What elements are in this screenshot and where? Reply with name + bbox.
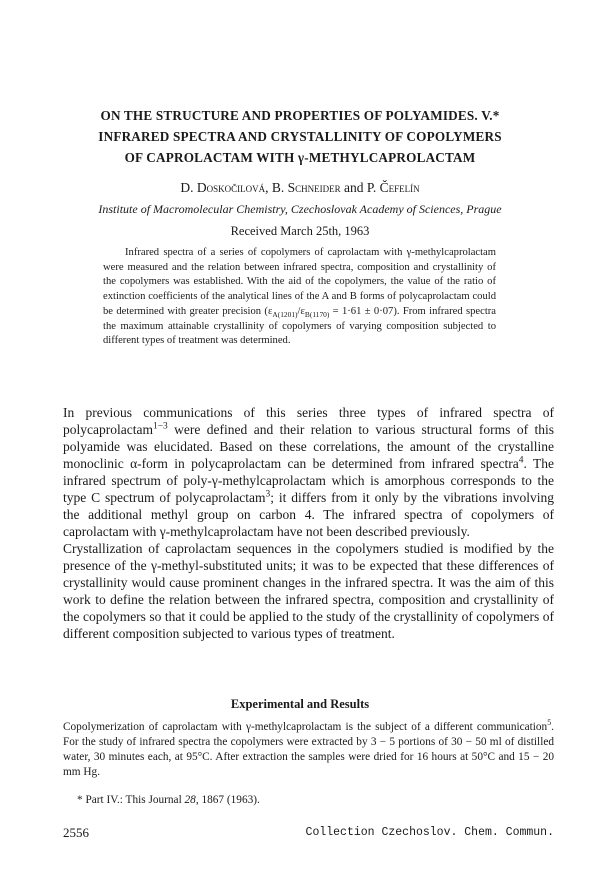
journal-name: Collection Czechoslov. Chem. Commun. — [305, 826, 554, 839]
affiliation: Institute of Macromolecular Chemistry, Czechoslovak Academy of Sciences, Prague — [98, 202, 502, 216]
author-3-name: Čefelín — [379, 180, 420, 195]
abstract-subscript-a: A(1201) — [272, 309, 298, 319]
author-2-name: Schneider — [287, 180, 341, 195]
footnote — [63, 793, 477, 807]
citation-1-3: 1−3 — [152, 421, 168, 432]
citation-4: 4 — [518, 455, 524, 466]
body-p1-text-b: were defined and their relation to various structural forms of this polyamide was elucidated. Based on these correlations, the amount of the crystalline monoclinic α-form in polycaprolactam can be determined from infrared spectra — [63, 422, 554, 471]
abstract-text-2: = 1·61 ± 0·07). From infrared spectra the maximum attainable crystallinity of copolymers of varying composition subjected to different types of treatment was determined. — [103, 305, 496, 347]
article-title — [40, 105, 560, 168]
title-line-3: OF CAPROLACTAM WITH γ-METHYLCAPROLACTAM — [124, 150, 476, 165]
experimental-text-b: . For the study of infrared spectra the copolymers were extracted by 3 − 5 portions of 30 − 50 ml of distilled water, 30 minutes each, at 95°C. After extraction the samples were dried for 16 hours at 50°C and 15 − 20 mm Hg. — [63, 721, 554, 778]
abstract-slash: /ε — [297, 305, 305, 317]
body-paragraph-1 — [63, 404, 554, 540]
body-paragraph-2: Crystallization of caprolactam sequences in the copolymers studied is modified by the presence of the γ-methyl-substituted units; it was to be expected that these differences of crystallinity would cause prominent changes in the infrared spectra. It was the aim of this work to define the relation between the infrared spectra, composition and crystallinity of the copolymers so that it could be applied to the study of the crystallinity of copolymers of different composition subjected to various types of treatment. — [63, 541, 554, 641]
footnote-prefix: * Part IV.: This Journal — [77, 794, 185, 806]
author-conjunction: and — [344, 180, 364, 195]
title-line-2: INFRARED SPECTRA AND CRYSTALLINITY OF COPOLYMERS — [98, 129, 502, 144]
body-p1-text-c: . The infrared spectrum of poly-γ-methylcaprolactam which is amorphous corresponds to the type C spectrum of polycaprolactam — [63, 456, 554, 505]
footnote-volume: 28 — [184, 794, 196, 806]
citation-5: 5 — [547, 718, 552, 728]
author-list — [0, 180, 600, 196]
footnote-suffix: , 1867 (1963). — [195, 794, 260, 806]
author-1-name: Doskočilová, — [196, 180, 269, 195]
title-line-1: ON THE STRUCTURE AND PROPERTIES OF POLYAMIDES. V.* — [100, 108, 500, 123]
body-p1-text-d: ; it differs from it only by the vibrations involving the additional methyl group on carbon 4. The infrared spectra of copolymers of caprolactam with γ-methylcaprolactam have not been described previously. — [63, 490, 554, 539]
abstract — [103, 246, 496, 349]
experimental-text — [63, 720, 554, 780]
author-2-initial: B. — [271, 180, 285, 195]
abstract-subscript-b: B(1170) — [304, 309, 330, 319]
abstract-paragraph — [103, 246, 496, 349]
body-text — [63, 404, 554, 642]
author-1-initial: D. — [180, 180, 194, 195]
citation-3: 3 — [265, 489, 271, 500]
received-date: Received March 25th, 1963 — [230, 224, 370, 238]
body-p1-text-a: In previous communications of this series three types of infrared spectra of polycaprolactam — [63, 405, 554, 437]
experimental-paragraph — [63, 720, 554, 780]
experimental-text-a: Copolymerization of caprolactam with γ-methylcaprolactam is the subject of a different communication — [63, 721, 548, 733]
author-3-initial: P. — [366, 180, 377, 195]
abstract-text-1: Infrared spectra of a series of copolymers of caprolactam with γ-methylcaprolactam were measured and the relation between infrared spectra, composition and crystallinity of the copolymers was established. With the aid of the copolymers, the value of the ratio of extinction coefficients of the analytical lines of the A and B forms of polycaprolactam could be determined with greater precision (ε — [103, 247, 496, 317]
section-heading: Experimental and Results — [230, 697, 370, 711]
page-number: 2556 — [63, 825, 89, 840]
